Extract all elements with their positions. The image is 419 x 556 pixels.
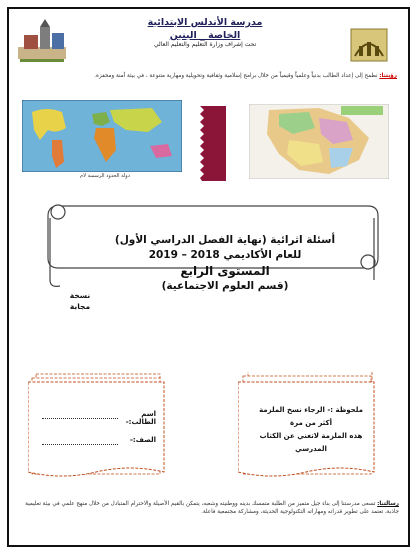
student-info-paper-stack xyxy=(28,372,168,480)
school-name-line2: الخاصة _ البنين xyxy=(169,30,241,41)
note-line3: هذه الملزمة لاتغني عن الكتاب xyxy=(259,432,363,440)
ministry-line: تحت إشراف وزارة التعليم والتعليم العالي xyxy=(153,41,257,48)
exam-title-line3: المستوى الرابع xyxy=(180,264,270,278)
student-name-label: اسم الطالب:- xyxy=(125,410,156,426)
vision-text: نطمح إلى إعداد الطالب بدنياً وعلمياً وقيمياً من خلال برامج إسلامية وثقافية وتحويلية ومهارية متنوعة ، في بيئة آمنة ومحفزة. xyxy=(94,73,378,79)
world-map-caption: دولة الحدود الرسمية لام xyxy=(80,173,130,179)
note-line4: المدرسي xyxy=(295,445,327,453)
school-name-line1: مدرسة الأندلس الابتدائية xyxy=(147,17,263,28)
vision-statement xyxy=(17,62,397,98)
answered-copy-label xyxy=(62,290,98,312)
copy-line1: نسخة xyxy=(69,291,91,300)
mission-text: تسعى مدرستنا إلى بناء جيل متميز من الطلبة متمسك بدينه ووطنيته وشعبه، يتمكن بالقيم الأصيلة والاحترام المتبادل من خلال منهج علمي في بيئة تعليمية جاذبة، تعتمد على تطوير قدراته ومهاراته التكنولوجية الحديثة، ومشاركة مجتمعية فاعلة. xyxy=(25,501,399,515)
note-line1: ملحوظة :- الرجاء نسخ الملزمة xyxy=(259,406,363,414)
student-name-line[interactable] xyxy=(42,418,118,419)
arabia-map-image xyxy=(249,104,389,179)
school-building-logo xyxy=(16,17,68,63)
copy-line2: مجابة xyxy=(69,302,91,311)
note-text xyxy=(252,404,370,456)
mission-label: رسالتنا: xyxy=(377,501,399,507)
exam-title-line2: للعام الأكاديمي 2018 – 2019 xyxy=(148,249,302,261)
school-emblem-logo xyxy=(350,28,388,62)
vision-label: رؤيتنا: xyxy=(379,73,397,79)
qatar-flag-image xyxy=(190,106,226,181)
class-line[interactable] xyxy=(42,444,118,445)
note-line2: أكثر من مرة xyxy=(289,419,332,427)
class-label: الصف:- xyxy=(130,436,156,444)
mission-statement xyxy=(17,500,399,516)
world-map-image xyxy=(22,100,182,172)
exam-title-line1: أسئلة اثرائية (نهاية الفصل الدراسي الأول) xyxy=(114,234,336,246)
school-name xyxy=(130,16,280,42)
exam-title-line4: (قسم العلوم الاجتماعية) xyxy=(161,280,289,292)
exam-title xyxy=(110,233,340,294)
